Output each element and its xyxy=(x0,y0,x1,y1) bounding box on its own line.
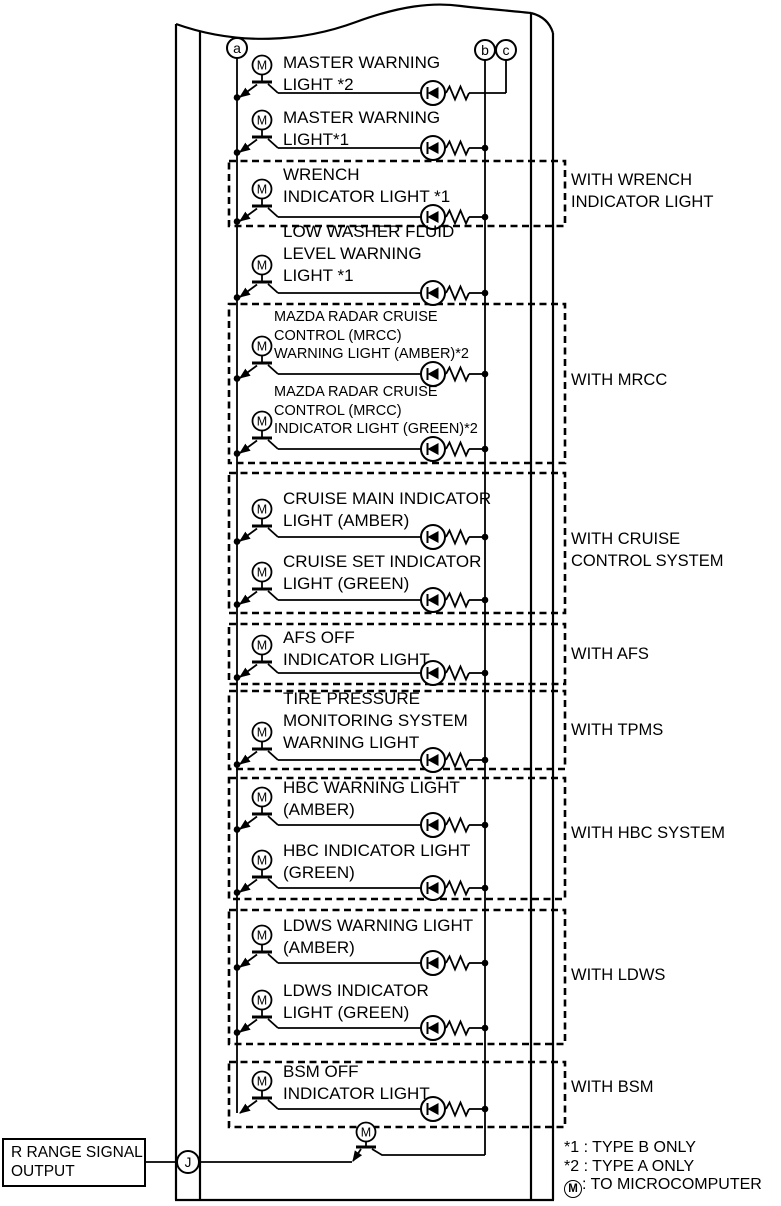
junction-dot xyxy=(482,446,489,453)
microcomputer-letter: M xyxy=(256,638,268,653)
row-label-line: WRENCH xyxy=(283,165,360,184)
transistor-emitter xyxy=(240,880,257,893)
transistor-collector xyxy=(268,751,278,760)
row-label-line: WARNING LIGHT (AMBER)*2 xyxy=(274,346,469,362)
transistor-emitter xyxy=(240,85,257,98)
connector-terminal-b xyxy=(475,40,495,60)
transistor-collector xyxy=(268,1100,278,1109)
connector-terminal-c xyxy=(496,40,516,60)
transistor-collector xyxy=(268,208,278,217)
transistor-emitter xyxy=(240,285,257,298)
transistor-emitter xyxy=(240,209,257,222)
row-label-line: LIGHT*1 xyxy=(283,130,350,149)
resistor-icon xyxy=(446,142,469,155)
row-label-line: MASTER WARNING xyxy=(283,53,441,72)
row-label-line: LIGHT (AMBER) xyxy=(283,511,410,530)
transistor-emitter xyxy=(240,529,257,542)
junction-dot xyxy=(482,371,489,378)
resistor-icon xyxy=(446,594,469,607)
junction-dot xyxy=(234,964,241,971)
resistor-icon xyxy=(446,819,469,832)
junction-dot xyxy=(234,1029,241,1036)
junction-dot xyxy=(234,294,241,301)
output-box-line: R RANGE SIGNAL xyxy=(11,1144,143,1161)
svg-text:J: J xyxy=(184,1154,192,1170)
microcomputer-letter: M xyxy=(256,928,268,943)
junction-dot xyxy=(234,149,241,156)
connector-terminal-a xyxy=(227,38,247,58)
output-box-line: OUTPUT xyxy=(11,1163,75,1180)
transistor-emitter xyxy=(240,1020,257,1033)
microcomputer-letter: M xyxy=(256,258,268,273)
resistor-icon xyxy=(446,368,469,381)
row-label-line: WARNING LIGHT xyxy=(283,733,420,752)
transistor-collector xyxy=(268,440,278,449)
group-label-with-ldws: WITH LDWS xyxy=(571,966,666,984)
transistor-collector xyxy=(268,664,278,673)
microcomputer-letter: M xyxy=(256,502,268,517)
group-label-with-afs: WITH AFS xyxy=(571,645,649,663)
microcomputer-letter: M xyxy=(256,182,268,197)
svg-text:b: b xyxy=(481,42,489,59)
junction-dot xyxy=(234,674,241,681)
junction-dot xyxy=(234,889,241,896)
transistor-collector xyxy=(268,365,278,374)
junction-dot xyxy=(482,145,489,152)
row-label-line: LDWS WARNING LIGHT xyxy=(283,916,474,935)
transistor-collector xyxy=(268,591,278,600)
legend-item-type-b: *1 : TYPE B ONLY xyxy=(564,1139,696,1156)
junction-dot xyxy=(482,214,489,221)
microcomputer-letter: M xyxy=(256,339,268,354)
transistor-collector xyxy=(268,1019,278,1028)
resistor-icon xyxy=(446,531,469,544)
row-label-line: INDICATOR LIGHT xyxy=(283,650,430,669)
junction-dot xyxy=(234,601,241,608)
resistor-icon xyxy=(446,1022,469,1035)
row-label-line: (AMBER) xyxy=(283,800,355,819)
microcomputer-letter: M xyxy=(360,1125,372,1140)
microcomputer-letter: M xyxy=(256,113,268,128)
microcomputer-letter: M xyxy=(256,993,268,1008)
transistor-emitter xyxy=(240,665,257,678)
row-label-line: LIGHT (GREEN) xyxy=(283,574,410,593)
junction-dot xyxy=(234,375,241,382)
junction-dot xyxy=(482,960,489,967)
microcomputer-letter: M xyxy=(256,1074,268,1089)
legend xyxy=(564,1139,762,1198)
resistor-icon xyxy=(446,443,469,456)
microcomputer-icon: M xyxy=(564,1180,582,1198)
group-label-with-bsm: WITH BSM xyxy=(571,1078,654,1096)
transistor-collector xyxy=(268,84,278,93)
r-range-signal-output-box xyxy=(2,1138,146,1187)
row-label-line: LIGHT *1 xyxy=(283,266,354,285)
resistor-icon xyxy=(446,287,469,300)
transistor-collector xyxy=(268,816,278,825)
transistor-collector xyxy=(372,1149,485,1155)
row-label-line: LOW WASHER FLUID xyxy=(283,222,455,241)
junction-dot xyxy=(234,218,241,225)
transistor-emitter xyxy=(240,592,257,605)
group-label-with-wrench-indicator-light: INDICATOR LIGHT xyxy=(571,193,714,211)
resistor-icon xyxy=(446,87,469,100)
transistor-collector xyxy=(268,954,278,963)
row-label-line: MAZDA RADAR CRUISE xyxy=(274,384,438,400)
resistor-icon xyxy=(446,1103,469,1116)
row-label-line: CONTROL (MRCC) xyxy=(274,328,402,344)
transistor-collector xyxy=(268,139,278,148)
row-label-line: MAZDA RADAR CRUISE xyxy=(274,309,438,325)
group-label-with-cruise-control-system: CONTROL SYSTEM xyxy=(571,552,724,570)
junction-dot xyxy=(234,94,241,101)
row-label-line: HBC WARNING LIGHT xyxy=(283,778,460,797)
microcomputer-letter: M xyxy=(256,565,268,580)
row-label-line: CRUISE SET INDICATOR xyxy=(283,552,482,571)
transistor-emitter xyxy=(240,752,257,765)
row-label-line: (AMBER) xyxy=(283,938,355,957)
junction-dot xyxy=(482,885,489,892)
group-label-with-wrench-indicator-light: WITH WRENCH xyxy=(571,171,692,189)
row-label-line: BSM OFF xyxy=(283,1062,359,1081)
row-label-line: INDICATOR LIGHT xyxy=(283,1084,430,1103)
transistor-emitter xyxy=(353,1149,361,1161)
row-label-line: (GREEN) xyxy=(283,863,355,882)
row-label-line: INDICATOR LIGHT (GREEN)*2 xyxy=(274,421,478,437)
legend-item-microcomputer xyxy=(564,1176,762,1198)
microcomputer-letter: M xyxy=(256,725,268,740)
row-label-line: LIGHT (GREEN) xyxy=(283,1003,410,1022)
row-label-line: HBC INDICATOR LIGHT xyxy=(283,841,471,860)
transistor-emitter xyxy=(240,1101,257,1114)
transistor-collector xyxy=(268,284,278,293)
row-label-line: CRUISE MAIN INDICATOR xyxy=(283,489,492,508)
transistor-emitter xyxy=(240,140,257,153)
group-label-with-mrcc: WITH MRCC xyxy=(571,371,668,389)
row-label-line: LIGHT *2 xyxy=(283,75,354,94)
row-label-line: TIRE PRESSURE xyxy=(283,689,420,708)
junction-dot xyxy=(234,538,241,545)
junction-dot xyxy=(234,761,241,768)
row-label-line: AFS OFF xyxy=(283,628,355,647)
legend-micro-text: : TO MICROCOMPUTER xyxy=(582,1176,762,1193)
resistor-icon xyxy=(446,957,469,970)
transistor-collector xyxy=(268,879,278,888)
transistor-emitter xyxy=(240,366,257,379)
microcomputer-letter: M xyxy=(256,414,268,429)
row-label-line: LDWS INDICATOR xyxy=(283,981,429,1000)
svg-text:c: c xyxy=(502,42,510,59)
svg-text:a: a xyxy=(233,40,241,57)
transistor-collector xyxy=(268,528,278,537)
junction-dot xyxy=(482,670,489,677)
microcomputer-letter: M xyxy=(256,853,268,868)
resistor-icon xyxy=(446,882,469,895)
junction-dot xyxy=(482,822,489,829)
connector-terminal-j xyxy=(177,1151,199,1173)
group-label-with-cruise-control-system: WITH CRUISE xyxy=(571,530,681,548)
transistor-emitter xyxy=(240,817,257,830)
cluster-outline xyxy=(176,5,531,39)
row-label-line: INDICATOR LIGHT *1 xyxy=(283,187,451,206)
junction-dot xyxy=(482,290,489,297)
transistor-emitter xyxy=(240,955,257,968)
resistor-icon xyxy=(446,754,469,767)
junction-dot xyxy=(234,450,241,457)
transistor-emitter xyxy=(240,441,257,454)
junction-dot xyxy=(482,1025,489,1032)
junction-dot xyxy=(482,1106,489,1113)
legend-item-type-a: *2 : TYPE A ONLY xyxy=(564,1157,695,1175)
group-label-with-tpms: WITH TPMS xyxy=(571,721,664,739)
junction-dot xyxy=(234,826,241,833)
microcomputer-letter: M xyxy=(256,790,268,805)
junction-dot xyxy=(482,534,489,541)
microcomputer-letter: M xyxy=(256,58,268,73)
row-label-line: CONTROL (MRCC) xyxy=(274,403,402,419)
cluster-outline xyxy=(531,13,553,33)
group-label-with-hbc-system: WITH HBC SYSTEM xyxy=(571,824,726,842)
row-label-line: LEVEL WARNING xyxy=(283,244,422,263)
junction-dot xyxy=(482,597,489,604)
resistor-icon xyxy=(446,667,469,680)
junction-dot xyxy=(482,757,489,764)
row-label-line: MASTER WARNING xyxy=(283,108,441,127)
row-label-line: MONITORING SYSTEM xyxy=(283,711,468,730)
